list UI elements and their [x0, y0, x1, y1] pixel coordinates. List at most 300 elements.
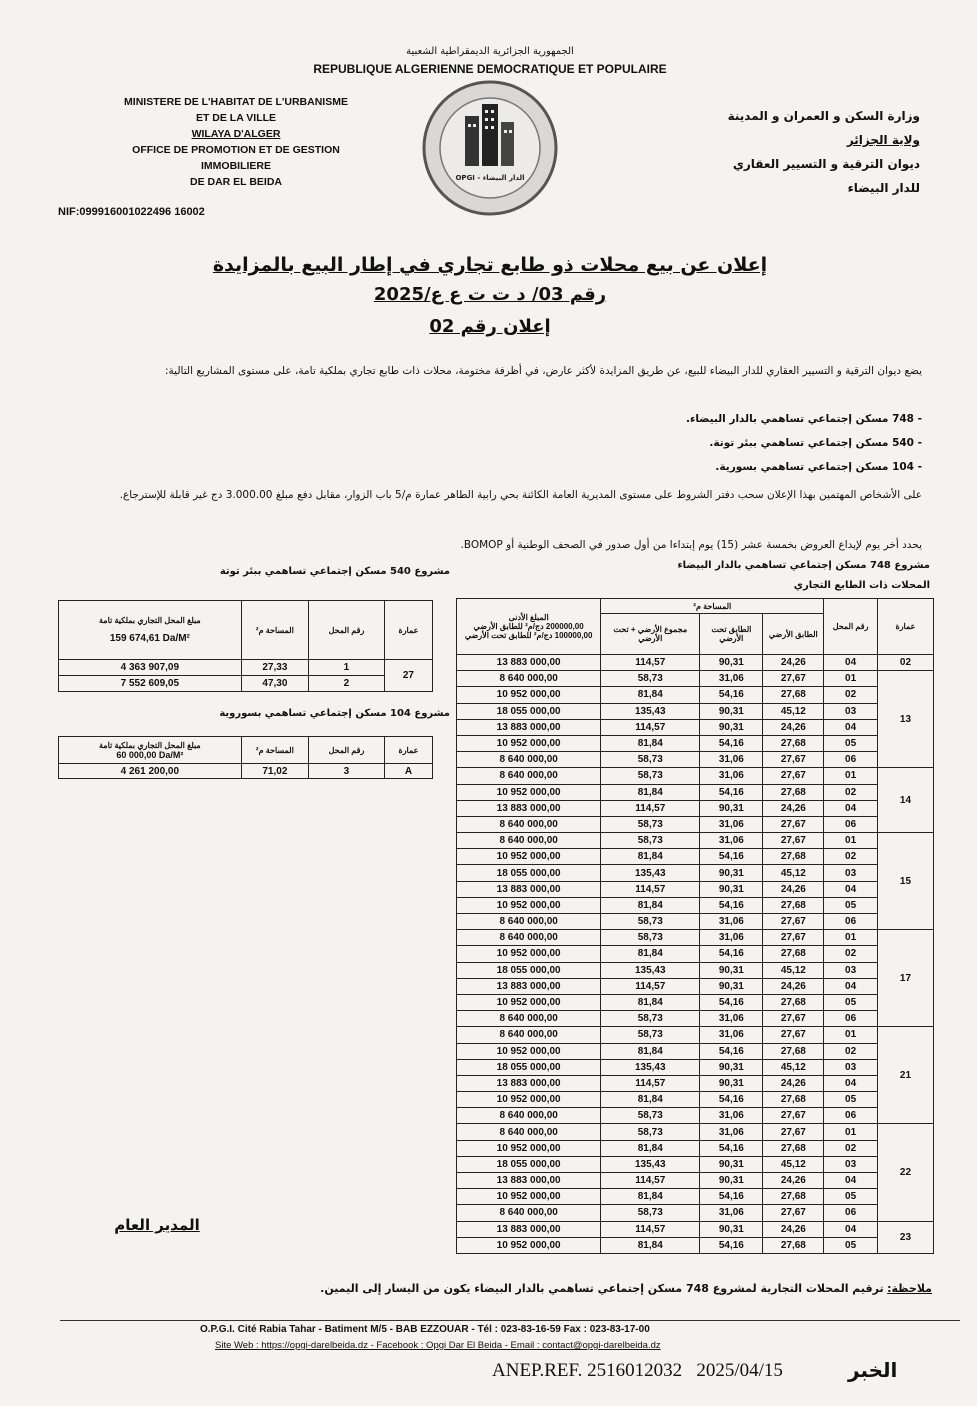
cell-price: 13 883 000,00 [457, 881, 601, 897]
col-price-rate2: 100000,00 دج/م² للطابق تحت الأرضي [464, 631, 593, 640]
cell-price: 13 883 000,00 [457, 719, 601, 735]
table-row [457, 768, 934, 784]
director-signature-label: المدير العام [114, 1216, 200, 1234]
cell-underground: 90,31 [700, 719, 763, 735]
cell-local: 05 [824, 1237, 878, 1253]
announcement-number: رقم 03/ د ت ت ع ع/2025 [373, 284, 607, 305]
cell-total: 114,57 [601, 655, 700, 671]
cell-total: 81,84 [601, 1140, 700, 1156]
cell-price: 18 055 000,00 [457, 1059, 601, 1075]
col-price [457, 599, 601, 655]
cell-ground: 27,67 [763, 914, 824, 930]
cell-total: 58,73 [601, 833, 700, 849]
table-row [457, 1237, 934, 1253]
cell-underground: 54,16 [700, 687, 763, 703]
cell-total: 58,73 [601, 930, 700, 946]
cell-underground: 54,16 [700, 994, 763, 1010]
cell-area: 71,02 [241, 764, 308, 779]
cell-ground: 27,67 [763, 768, 824, 784]
cell-underground: 31,06 [700, 1205, 763, 1221]
cell-total: 135,43 [601, 1156, 700, 1172]
col-underground: الطابق تحت الأرضي [700, 614, 763, 655]
cell-underground: 54,16 [700, 946, 763, 962]
cell-total: 58,73 [601, 1205, 700, 1221]
table-row [59, 660, 433, 676]
project-item: - 104 مسكن إجتماعي تساهمي بسورية. [715, 461, 922, 473]
cell-local: 05 [824, 994, 878, 1010]
cell-ground: 27,67 [763, 671, 824, 687]
cell-local: 01 [824, 833, 878, 849]
cell-local: 04 [824, 1075, 878, 1091]
cell-local: 05 [824, 897, 878, 913]
cell-building: 15 [877, 833, 933, 930]
cell-total: 81,84 [601, 1043, 700, 1059]
cell-total: 58,73 [601, 768, 700, 784]
cell-underground: 90,31 [700, 800, 763, 816]
table-row [457, 978, 934, 994]
cell-ground: 27,68 [763, 735, 824, 751]
cell-building: 13 [877, 671, 933, 768]
col-rate-540: 159 674,61 Da/M² [109, 633, 190, 644]
cell-underground: 90,31 [700, 865, 763, 881]
cell-local: 03 [824, 962, 878, 978]
col-total: مجموع الأرضي + تحت الأرضي [601, 614, 700, 655]
table-row [457, 865, 934, 881]
cell-total: 58,73 [601, 671, 700, 687]
header-arabic-republic: الجمهورية الجزائرية الديمقراطية الشعبية [406, 46, 574, 57]
ministry-french-block [86, 94, 386, 190]
table-row [457, 1221, 934, 1237]
cell-local: 04 [824, 881, 878, 897]
table-row [457, 1059, 934, 1075]
cell-local: 02 [824, 784, 878, 800]
table-row [457, 930, 934, 946]
col-price-104-label: مبلغ المحل التجاري بملكية تامة [99, 740, 201, 750]
table-104-units [58, 736, 433, 779]
cell-price: 8 640 000,00 [457, 1011, 601, 1027]
cell-underground: 90,31 [700, 978, 763, 994]
cell-ground: 27,68 [763, 946, 824, 962]
cell-local: 01 [824, 768, 878, 784]
table-row [457, 784, 934, 800]
cell-underground: 54,16 [700, 1189, 763, 1205]
cell-total: 58,73 [601, 1011, 700, 1027]
opgi-logo-seal [420, 76, 560, 226]
cell-local: 06 [824, 752, 878, 768]
table-540-units [58, 600, 433, 692]
cell-ground: 27,68 [763, 1140, 824, 1156]
table-row [457, 1173, 934, 1189]
cell-underground: 54,16 [700, 1237, 763, 1253]
cell-local: 04 [824, 655, 878, 671]
table-row [457, 897, 934, 913]
table-row [457, 946, 934, 962]
cell-local: 01 [824, 1027, 878, 1043]
cell-total: 81,84 [601, 994, 700, 1010]
cell-underground: 31,06 [700, 752, 763, 768]
cell-local: 05 [824, 735, 878, 751]
intro-paragraph: يضع ديوان الترقية و التسيير العقاري للدار البيضاء للبيع، عن طريق المزايدة لأكثر عارض، في أظرفة مختومة، محلات ذات طابع تجاري بملكية تامة، على مستوى المشاريع التالية: [164, 365, 922, 377]
cell-total: 58,73 [601, 752, 700, 768]
cell-local: 06 [824, 1205, 878, 1221]
col-building-540: عمارة [384, 601, 432, 660]
office-ar-line: للدار البيضاء [847, 181, 920, 195]
cell-ground: 45,12 [763, 1059, 824, 1075]
cell-ground: 24,26 [763, 719, 824, 735]
cell-price: 13 883 000,00 [457, 1221, 601, 1237]
cell-local: 04 [824, 1173, 878, 1189]
cell-total: 81,84 [601, 1237, 700, 1253]
cell-local: 04 [824, 719, 878, 735]
header-french-republic: REPUBLIQUE ALGERIENNE DEMOCRATIQUE ET POPULAIRE [313, 62, 667, 76]
table-row [457, 1075, 934, 1091]
cell-price: 8 640 000,00 [457, 833, 601, 849]
cell-ground: 27,67 [763, 930, 824, 946]
cell-building: 21 [877, 1027, 933, 1124]
announcement-sub-number: إعلان رقم 02 [429, 316, 551, 337]
col-area-540: المساحة م² [241, 601, 308, 660]
cell-ground: 27,67 [763, 833, 824, 849]
cell-underground: 31,06 [700, 816, 763, 832]
cell-ground: 27,67 [763, 1027, 824, 1043]
cell-ground: 27,68 [763, 1092, 824, 1108]
cell-total: 135,43 [601, 1059, 700, 1075]
cell-total: 58,73 [601, 914, 700, 930]
cell-price: 18 055 000,00 [457, 1156, 601, 1172]
cell-ground: 27,68 [763, 1189, 824, 1205]
cell-underground: 90,31 [700, 962, 763, 978]
cell-ground: 24,26 [763, 655, 824, 671]
cell-price: 4 363 907,09 [59, 660, 242, 676]
cell-building: 17 [877, 930, 933, 1027]
note [300, 1282, 932, 1295]
cell-price: 18 055 000,00 [457, 865, 601, 881]
cell-ground: 45,12 [763, 865, 824, 881]
cell-ground: 27,67 [763, 816, 824, 832]
cell-price: 7 552 609,05 [59, 676, 242, 692]
cell-underground: 90,31 [700, 1075, 763, 1091]
cell-building: 27 [384, 660, 432, 692]
cell-price: 8 640 000,00 [457, 752, 601, 768]
cell-local: 06 [824, 914, 878, 930]
cell-price: 8 640 000,00 [457, 1205, 601, 1221]
cell-ground: 27,67 [763, 1108, 824, 1124]
nif-number: NIF:099916001022496 16002 [58, 206, 205, 218]
col-price-rate1: 200000,00 دج/م² للطابق الأرضي [473, 622, 584, 631]
table-row [457, 881, 934, 897]
office-line: IMMOBILIERE [201, 160, 271, 172]
publication-date: 2025/04/15 [696, 1360, 783, 1381]
ministry-ar-line: وزارة السكن و العمران و المدينة [727, 109, 920, 123]
cell-underground: 90,31 [700, 703, 763, 719]
cell-ground: 27,68 [763, 849, 824, 865]
col-building-104: عمارة [384, 737, 432, 764]
cell-underground: 31,06 [700, 1011, 763, 1027]
table-row [457, 1156, 934, 1172]
cell-local: 1 [309, 660, 385, 676]
project-748-label: مشروع 748 مسكن إجتماعي تساهمي بالدار البيضاء [677, 560, 930, 571]
cell-price: 8 640 000,00 [457, 671, 601, 687]
newspaper-logo: الخبر [848, 1358, 898, 1382]
cell-price: 13 883 000,00 [457, 1075, 601, 1091]
cell-local: 04 [824, 1221, 878, 1237]
cell-price: 10 952 000,00 [457, 849, 601, 865]
cell-price: 18 055 000,00 [457, 703, 601, 719]
cell-total: 114,57 [601, 800, 700, 816]
table-row [59, 676, 433, 692]
cell-local: 04 [824, 978, 878, 994]
cell-ground: 27,68 [763, 994, 824, 1010]
cell-price: 10 952 000,00 [457, 735, 601, 751]
table-row [457, 962, 934, 978]
cell-ground: 24,26 [763, 1221, 824, 1237]
cell-underground: 54,16 [700, 1140, 763, 1156]
cell-ground: 27,67 [763, 1205, 824, 1221]
cell-total: 135,43 [601, 865, 700, 881]
col-price-label: المبلغ الأدنى [508, 613, 549, 622]
cell-underground: 31,06 [700, 1124, 763, 1140]
cell-total: 58,73 [601, 1027, 700, 1043]
cell-total: 114,57 [601, 1221, 700, 1237]
col-local-540: رقم المحل [309, 601, 385, 660]
cell-local: 06 [824, 1108, 878, 1124]
cell-area: 27,33 [241, 660, 308, 676]
cell-underground: 90,31 [700, 1156, 763, 1172]
table-row [457, 1011, 934, 1027]
cell-price: 10 952 000,00 [457, 994, 601, 1010]
cell-total: 81,84 [601, 784, 700, 800]
cell-underground: 31,06 [700, 914, 763, 930]
col-local: رقم المحل [824, 599, 878, 655]
table-row [457, 816, 934, 832]
cell-underground: 31,06 [700, 930, 763, 946]
cell-total: 58,73 [601, 816, 700, 832]
cell-price: 10 952 000,00 [457, 1092, 601, 1108]
cell-price: 8 640 000,00 [457, 930, 601, 946]
footer-address: O.P.G.I. Cité Rabia Tahar - Batiment M/5 - BAB EZZOUAR - Tél : 023-83-16-59 Fax : 023-83-17-00 [200, 1324, 650, 1335]
cell-underground: 31,06 [700, 768, 763, 784]
table-row [457, 1124, 934, 1140]
cell-local: 03 [824, 865, 878, 881]
cell-price: 13 883 000,00 [457, 978, 601, 994]
ministry-arabic-block [690, 104, 920, 200]
cell-underground: 54,16 [700, 1092, 763, 1108]
deadline-paragraph: يحدد أخر يوم لإيداع العروض بخمسة عشر (15) يوم إبتداءا من أول صدور في الصحف الوطنية أو BOMOP. [460, 539, 922, 551]
table-row [457, 1108, 934, 1124]
announcement-title: إعلان عن بيع محلات ذو طابع تجاري في إطار البيع بالمزايدة [212, 254, 768, 276]
cell-total: 81,84 [601, 687, 700, 703]
cell-underground: 54,16 [700, 784, 763, 800]
footer-divider [60, 1320, 960, 1321]
cell-ground: 27,67 [763, 752, 824, 768]
cell-ground: 27,68 [763, 687, 824, 703]
cell-price: 8 640 000,00 [457, 816, 601, 832]
cell-local: 06 [824, 1011, 878, 1027]
cell-ground: 24,26 [763, 800, 824, 816]
cell-local: 01 [824, 930, 878, 946]
cell-local: 02 [824, 1043, 878, 1059]
ministry-line: MINISTERE DE L'HABITAT DE L'URBANISME [124, 96, 348, 108]
cell-total: 135,43 [601, 962, 700, 978]
conditions-paragraph: على الأشخاص المهتمين بهذا الإعلان سحب دفتر الشروط على مستوى المديرية العامة الكائنة بحي رابية الطاهر عمارة م/5 باب الزوار، مقابل دفع مبلغ 3.000.00 دج غير قابلة للإسترجاع. [119, 489, 922, 501]
table-row [457, 655, 934, 671]
table-row [457, 914, 934, 930]
cell-total: 114,57 [601, 978, 700, 994]
ministry-line: ET DE LA VILLE [195, 112, 277, 124]
cell-total: 114,57 [601, 881, 700, 897]
cell-ground: 27,68 [763, 897, 824, 913]
cell-price: 13 883 000,00 [457, 800, 601, 816]
table-row [457, 1092, 934, 1108]
cell-local: 02 [824, 1140, 878, 1156]
footer-contact: Site Web : https://opgi-darelbeida.dz - Facebook : Opgi Dar El Beida - Email : contact@opgi-darelbeida.dz [215, 1340, 661, 1351]
col-area: المساحة م² [601, 599, 824, 614]
table-row [457, 1140, 934, 1156]
cell-local: 03 [824, 703, 878, 719]
cell-price: 18 055 000,00 [457, 962, 601, 978]
col-building: عمارة [877, 599, 933, 655]
cell-ground: 24,26 [763, 978, 824, 994]
cell-total: 81,84 [601, 735, 700, 751]
office-line: OFFICE DE PROMOTION ET DE GESTION [132, 144, 340, 156]
col-local-104: رقم المحل [309, 737, 385, 764]
table-row [457, 703, 934, 719]
cell-price: 10 952 000,00 [457, 946, 601, 962]
cell-local: 04 [824, 800, 878, 816]
table-row [457, 671, 934, 687]
cell-local: 02 [824, 946, 878, 962]
cell-ground: 27,67 [763, 1124, 824, 1140]
cell-local: 01 [824, 1124, 878, 1140]
table-row [457, 1189, 934, 1205]
table-row [457, 800, 934, 816]
cell-total: 81,84 [601, 849, 700, 865]
cell-price: 10 952 000,00 [457, 1189, 601, 1205]
cell-total: 114,57 [601, 719, 700, 735]
cell-ground: 24,26 [763, 1173, 824, 1189]
cell-underground: 54,16 [700, 897, 763, 913]
cell-underground: 31,06 [700, 671, 763, 687]
project-item: - 748 مسكن إجتماعي تساهمي بالدار البيضاء. [686, 413, 922, 425]
office-line: DE DAR EL BEIDA [190, 176, 282, 188]
cell-local: 05 [824, 1092, 878, 1108]
cell-underground: 90,31 [700, 1173, 763, 1189]
commercial-label: المحلات ذات الطابع التجاري [793, 580, 930, 591]
cell-total: 114,57 [601, 1075, 700, 1091]
logo-text: OPGI - الدار البيضاء [455, 174, 525, 182]
cell-building: 02 [877, 655, 933, 671]
cell-local: 01 [824, 671, 878, 687]
cell-building: 22 [877, 1124, 933, 1221]
col-price-540-label: مبلغ المحل التجاري بملكية تامة [99, 616, 201, 625]
cell-ground: 27,68 [763, 784, 824, 800]
cell-total: 81,84 [601, 897, 700, 913]
table-row [457, 1205, 934, 1221]
cell-underground: 90,31 [700, 1059, 763, 1075]
cell-price: 13 883 000,00 [457, 655, 601, 671]
col-rate-104: 60 000,00 Da/M² [116, 749, 184, 760]
cell-price: 10 952 000,00 [457, 1237, 601, 1253]
cell-ground: 27,68 [763, 1043, 824, 1059]
col-ground: الطابق الأرضي [763, 614, 824, 655]
note-label: ملاحظة: [887, 1282, 932, 1295]
col-price-104 [59, 737, 242, 764]
cell-underground: 31,06 [700, 1108, 763, 1124]
wilaya-ar-line: ولاية الجزائر [846, 133, 920, 147]
cell-price: 8 640 000,00 [457, 1108, 601, 1124]
cell-total: 58,73 [601, 1108, 700, 1124]
cell-local: 02 [824, 849, 878, 865]
cell-underground: 31,06 [700, 1027, 763, 1043]
cell-local: 03 [824, 1156, 878, 1172]
cell-building: 14 [877, 768, 933, 833]
cell-price: 10 952 000,00 [457, 784, 601, 800]
table-row [457, 752, 934, 768]
cell-ground: 45,12 [763, 962, 824, 978]
cell-total: 114,57 [601, 1173, 700, 1189]
table-row [457, 1043, 934, 1059]
anep-reference [492, 1360, 783, 1382]
cell-price: 8 640 000,00 [457, 1124, 601, 1140]
table-row [457, 833, 934, 849]
cell-area: 47,30 [241, 676, 308, 692]
table-748-units [456, 598, 934, 1254]
cell-ground: 24,26 [763, 881, 824, 897]
cell-ground: 27,67 [763, 1011, 824, 1027]
table-row [59, 764, 433, 779]
cell-underground: 90,31 [700, 881, 763, 897]
cell-local: 02 [824, 687, 878, 703]
table-row [457, 1027, 934, 1043]
cell-total: 81,84 [601, 1092, 700, 1108]
cell-price: 8 640 000,00 [457, 914, 601, 930]
cell-price: 10 952 000,00 [457, 897, 601, 913]
cell-ground: 45,12 [763, 1156, 824, 1172]
cell-underground: 90,31 [700, 655, 763, 671]
cell-local: 05 [824, 1189, 878, 1205]
cell-price: 10 952 000,00 [457, 1043, 601, 1059]
cell-price: 10 952 000,00 [457, 687, 601, 703]
table-row [457, 687, 934, 703]
cell-total: 81,84 [601, 946, 700, 962]
cell-total: 135,43 [601, 703, 700, 719]
cell-building: A [384, 764, 432, 779]
table-row [457, 735, 934, 751]
cell-total: 58,73 [601, 1124, 700, 1140]
cell-building: 23 [877, 1221, 933, 1253]
table-row [457, 994, 934, 1010]
cell-underground: 54,16 [700, 1043, 763, 1059]
cell-ground: 27,68 [763, 1237, 824, 1253]
col-area-104: المساحة م² [241, 737, 308, 764]
wilaya-line: WILAYA D'ALGER [191, 128, 281, 140]
cell-local: 2 [309, 676, 385, 692]
project-540-label: مشروع 540 مسكن إجتماعي تساهمي ببئر توتة [219, 566, 450, 577]
cell-local: 3 [309, 764, 385, 779]
cell-price: 13 883 000,00 [457, 1173, 601, 1189]
cell-price: 10 952 000,00 [457, 1140, 601, 1156]
anep-ref: ANEP.REF. 2516012032 [492, 1360, 683, 1381]
table-row [457, 719, 934, 735]
col-price-540 [59, 601, 242, 660]
cell-price: 8 640 000,00 [457, 768, 601, 784]
cell-local: 06 [824, 816, 878, 832]
cell-price: 4 261 200,00 [59, 764, 242, 779]
project-item: - 540 مسكن إجتماعي تساهمي ببئر توتة. [709, 437, 922, 449]
project-104-label: مشروع 104 مسكن إجتماعي تساهمي بسوروية [219, 708, 450, 719]
cell-underground: 90,31 [700, 1221, 763, 1237]
cell-ground: 24,26 [763, 1075, 824, 1091]
